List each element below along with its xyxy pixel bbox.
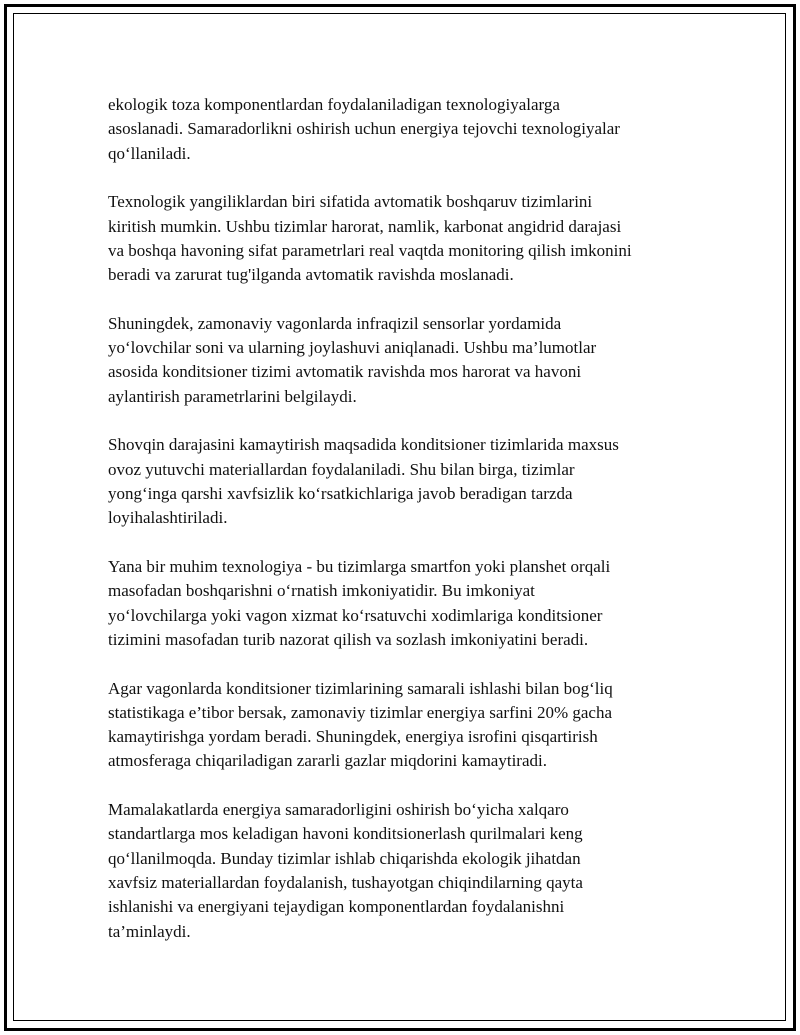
text-line: kiritish mumkin. Ushbu tizimlar harorat, namlik, karbonat angidrid darajasi [108, 216, 622, 236]
text-line: yo‘lovchilar soni va ularning joylashuvi aniqlanadi. Ushbu ma’lumotlar [108, 338, 597, 358]
paragraph [108, 433, 708, 530]
text-line: yong‘inga qarshi xavfsizlik ko‘rsatkichlariga javob beradigan tarzda [108, 484, 573, 504]
text-line: standartlarga mos keladigan havoni konditsionerlash qurilmalari keng [108, 824, 583, 844]
text-line: qo‘llanilmoqda. Bunday tizimlar ishlab chiqarishda ekologik jihatdan [108, 848, 581, 868]
text-line: asoslanadi. Samaradorlikni oshirish uchun energiya tejovchi texnologiyalar [108, 119, 620, 139]
paragraph [108, 312, 708, 409]
text-line: atmosferaga chiqariladigan zararli gazlar miqdorini kamaytiradi. [108, 751, 547, 771]
text-line: yo‘lovchilarga yoki vagon xizmat ko‘rsatuvchi xodimlariga konditsioner [108, 605, 603, 625]
text-line: asosida konditsioner tizimi avtomatik ravishda mos harorat va havoni [108, 362, 582, 382]
text-line: Shovqin darajasini kamaytirish maqsadida konditsioner tizimlarida maxsus [108, 435, 619, 455]
text-line: Yana bir muhim texnologiya - bu tizimlarga smartfon yoki planshet orqali [108, 557, 611, 577]
paragraph [108, 190, 708, 287]
text-line: va boshqa havoning sifat parametrlari real vaqtda monitoring qilish imkonini [108, 240, 632, 260]
text-line: ishlanishi va energiyani tejaydigan komponentlardan foydalanishni [108, 897, 565, 917]
text-line: Texnologik yangiliklardan biri sifatida avtomatik boshqaruv tizimlarini [108, 192, 593, 212]
text-line: Shuningdek, zamonaviy vagonlarda infraqizil sensorlar yordamida [108, 313, 562, 333]
paragraph [108, 798, 708, 944]
text-line: statistikaga e’tibor bersak, zamonaviy tizimlar energiya sarfini 20% gacha [108, 702, 612, 722]
text-line: ekologik toza komponentlardan foydalaniladigan texnologiyalarga [108, 95, 560, 114]
text-line: tizimini masofadan turib nazorat qilish va sozlash imkoniyatini beradi. [108, 629, 589, 649]
text-line: masofadan boshqarishni o‘rnatish imkoniyatidir. Bu imkoniyat [108, 581, 535, 601]
text-line: kamaytirishga yordam beradi. Shuningdek, energiya isrofini qisqartirish [108, 727, 598, 747]
paragraph [108, 677, 708, 774]
text-line: loyihalashtiriladi. [108, 508, 228, 528]
text-line: qo‘llaniladi. [108, 143, 191, 163]
text-line: Mamalakatlarda energiya samaradorligini oshirish bo‘yicha xalqaro [108, 800, 569, 820]
paragraph [108, 555, 708, 652]
text-line: ovoz yutuvchi materiallardan foydalaniladi. Shu bilan birga, tizimlar [108, 459, 575, 479]
text-line: Agar vagonlarda konditsioner tizimlarining samarali ishlashi bilan bog‘liq [108, 678, 613, 698]
text-line: xavfsiz materiallardan foydalanish, tushayotgan chiqindilarning qayta [108, 873, 583, 893]
paragraph [108, 93, 708, 166]
text-line: ta’minlaydi. [108, 921, 191, 941]
text-line: aylantirish parametrlarini belgilaydi. [108, 386, 357, 406]
text-line: beradi va zarurat tug'ilganda avtomatik ravishda moslanadi. [108, 265, 514, 285]
document-body [108, 93, 708, 968]
